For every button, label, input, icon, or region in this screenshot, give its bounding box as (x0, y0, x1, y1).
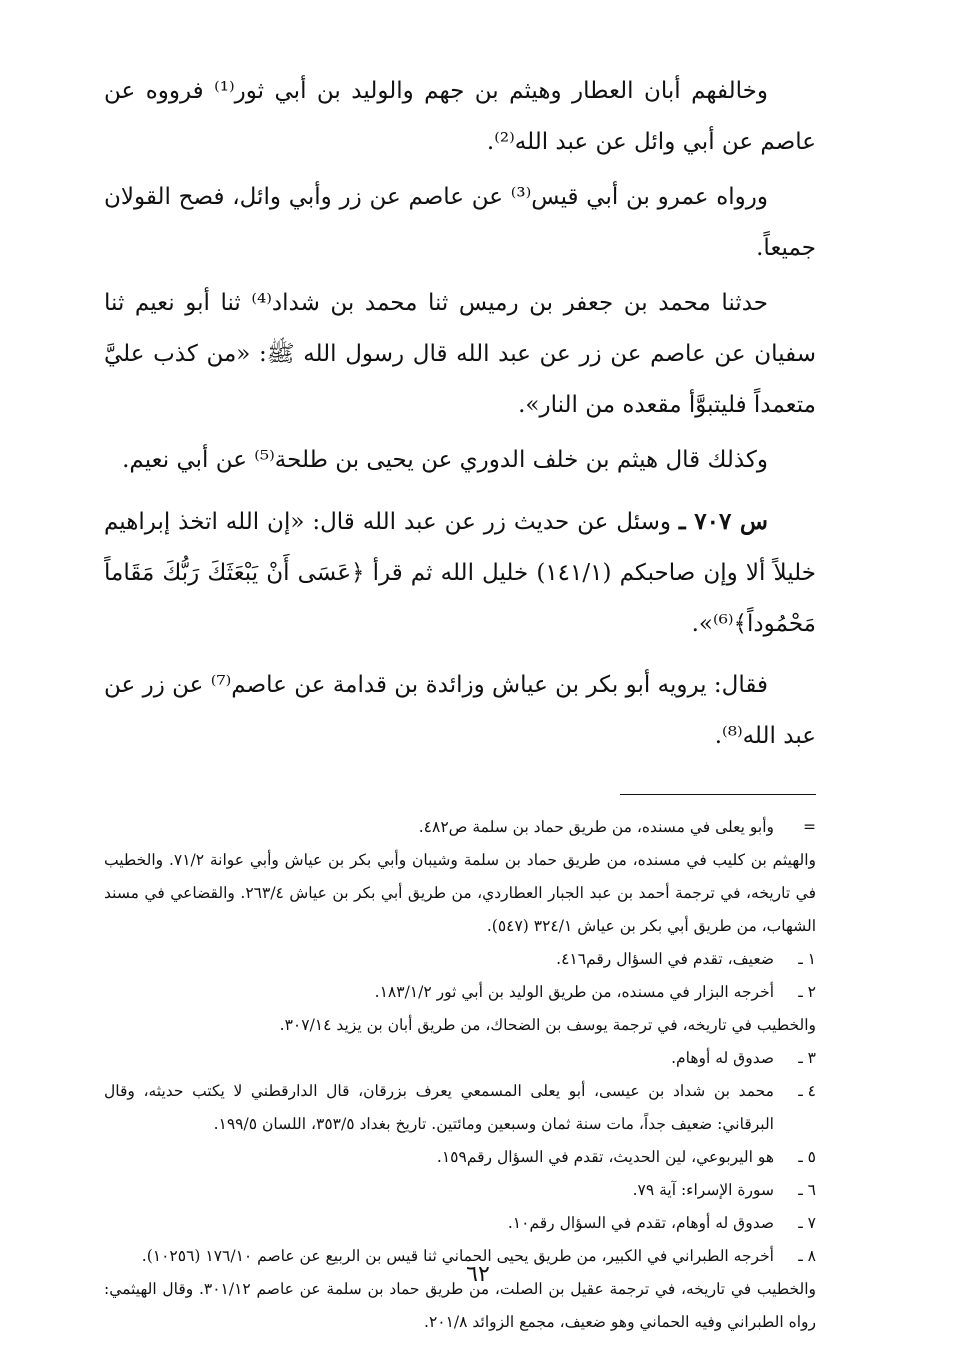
footnote-item (104, 1174, 816, 1207)
question-text: وسئل عن حديث زر عن عبد الله قال: «إن الله اتخذ إبراهيم خليلاً ألا وإن صاحبكم (١٤١/١) خليل الله ثم قرأ ﴿عَسَى أَنْ يَبْعَثَكَ رَبُّكَ مَقَاماً مَحْمُوداً﴾⁽⁶⁾». (104, 509, 816, 637)
footnote-line: والخطيب في تاريخه، في ترجمة أحمد بن عبد الجبار العطاردي، من طريق أبي بكر بن عياش ٢٦٣/٤. (104, 851, 817, 902)
continuation-mark: = (803, 818, 816, 836)
paragraph: حدثنا محمد بن جعفر بن رميس ثنا محمد بن شداد⁽⁴⁾ ثنا أبو نعيم ثنا سفيان عن عاصم عن زر عن عبد الله قال رسول الله ﷺ: «من كذب عليَّ متعمداً فليتبوَّأ مقعده من النار». (104, 290, 816, 418)
footnote-number: ١ ـ (798, 950, 816, 968)
footnote-line: هو اليربوعي، لين الحديث، تقدم في السؤال رقم١٥٩. (436, 1148, 774, 1166)
footnote-number: ٢ ـ (798, 983, 816, 1001)
footnote-number: ٤ ـ (798, 1082, 816, 1100)
footnote-number: ٨ ـ (798, 1247, 816, 1265)
footnote-number: ٥ ـ (798, 1148, 816, 1166)
footnote-item (104, 976, 816, 1009)
footnote-line: ضعيف، تقدم في السؤال رقم٤١٦. (556, 950, 774, 968)
paragraph: وكذلك قال هيثم بن خلف الدوري عن يحيى بن طلحة⁽⁵⁾ عن أبي نعيم. (122, 447, 768, 473)
footnote-line: محمد بن شداد بن عيسى، أبو يعلى المسمعي يعرف بزرقان، قال الدارقطني لا يكتب حديثه، وقال البرقاني: ضعيف جداً، مات سنة ثمان وسبعين ومائتين. تاريخ بغداد ٣٥٣/٥، اللسان ١٩٩/٥. (104, 1082, 774, 1133)
footnote-item (104, 1207, 816, 1240)
footnote-line: أخرجه البزار في مسنده، من طريق الوليد بن أبي ثور ١٨٣/١/٢. (374, 983, 774, 1001)
footnote-line: والهيثم بن كليب في مسنده، من طريق حماد بن سلمة وشيبان وأبي بكر بن عياش وأبي عوانة ٧١/٢. (168, 851, 816, 869)
footnote-item (104, 1042, 816, 1075)
footnote-line: والقضاعي في مسند الشهاب، من طريق أبي بكر بن عياش ٣٢٤/١ (٥٤٧). (104, 884, 816, 935)
footnote-line: وأبو يعلى في مسنده، من طريق حماد بن سلمة ص٤٨٢. (418, 818, 774, 836)
footnote-number: ٣ ـ (798, 1049, 816, 1067)
footnote-line: وقال الهيثمي: رواه الطبراني وفيه الحماني وهو ضعيف، مجمع الزوائد ٢٠١/٨. (104, 1280, 816, 1331)
footnote-item (104, 943, 816, 976)
footnotes (104, 811, 816, 1339)
page-content (104, 66, 816, 1339)
paragraph: ورواه عمرو بن أبي قيس⁽³⁾ عن عاصم عن زر وأبي وائل، فصح القولان جميعاً. (104, 184, 816, 261)
footnote-divider (620, 794, 816, 795)
footnote-number: ٧ ـ (798, 1214, 816, 1232)
page-number: ٦٢ (466, 1262, 490, 1287)
answer-paragraph: فقال: يرويه أبو بكر بن عياش وزائدة بن قدامة عن عاصم⁽⁷⁾ عن زر عن عبد الله⁽⁸⁾. (104, 672, 816, 749)
footnote-number: ٦ ـ (798, 1181, 816, 1199)
footnote-item (104, 1141, 816, 1174)
footnote-line: صدوق له أوهام، تقدم في السؤال رقم١٠. (507, 1214, 774, 1232)
footnote-continuation (104, 811, 816, 844)
question-paragraph (104, 496, 816, 650)
footnote-line: والخطيب في تاريخه، في ترجمة عقيل بن الصلت، من طريق حماد بن سلمة عن عاصم ٣٠١/١٢. (198, 1280, 816, 1298)
footnote-item (104, 1075, 816, 1141)
footnote-line: صدوق له أوهام. (671, 1049, 774, 1067)
footnote-line: سورة الإسراء: آية ٧٩. (632, 1181, 774, 1199)
paragraph: وخالفهم أبان العطار وهيثم بن جهم والوليد بن أبي ثور⁽¹⁾ فرووه عن عاصم عن أبي وائل عن عبد الله⁽²⁾. (104, 78, 816, 155)
footnote-line: أخرجه الطبراني في الكبير، من طريق يحيى الحماني ثنا قيس بن الربيع عن عاصم ١٧٦/١٠ (١٠٢٥٦). (141, 1247, 774, 1265)
question-number: س ٧٠٧ ـ (678, 508, 769, 535)
footnote-line: والخطيب في تاريخه، في ترجمة يوسف بن الضحاك، من طريق أبان بن يزيد ٣٠٧/١٤. (279, 1016, 816, 1034)
main-text (104, 66, 816, 762)
